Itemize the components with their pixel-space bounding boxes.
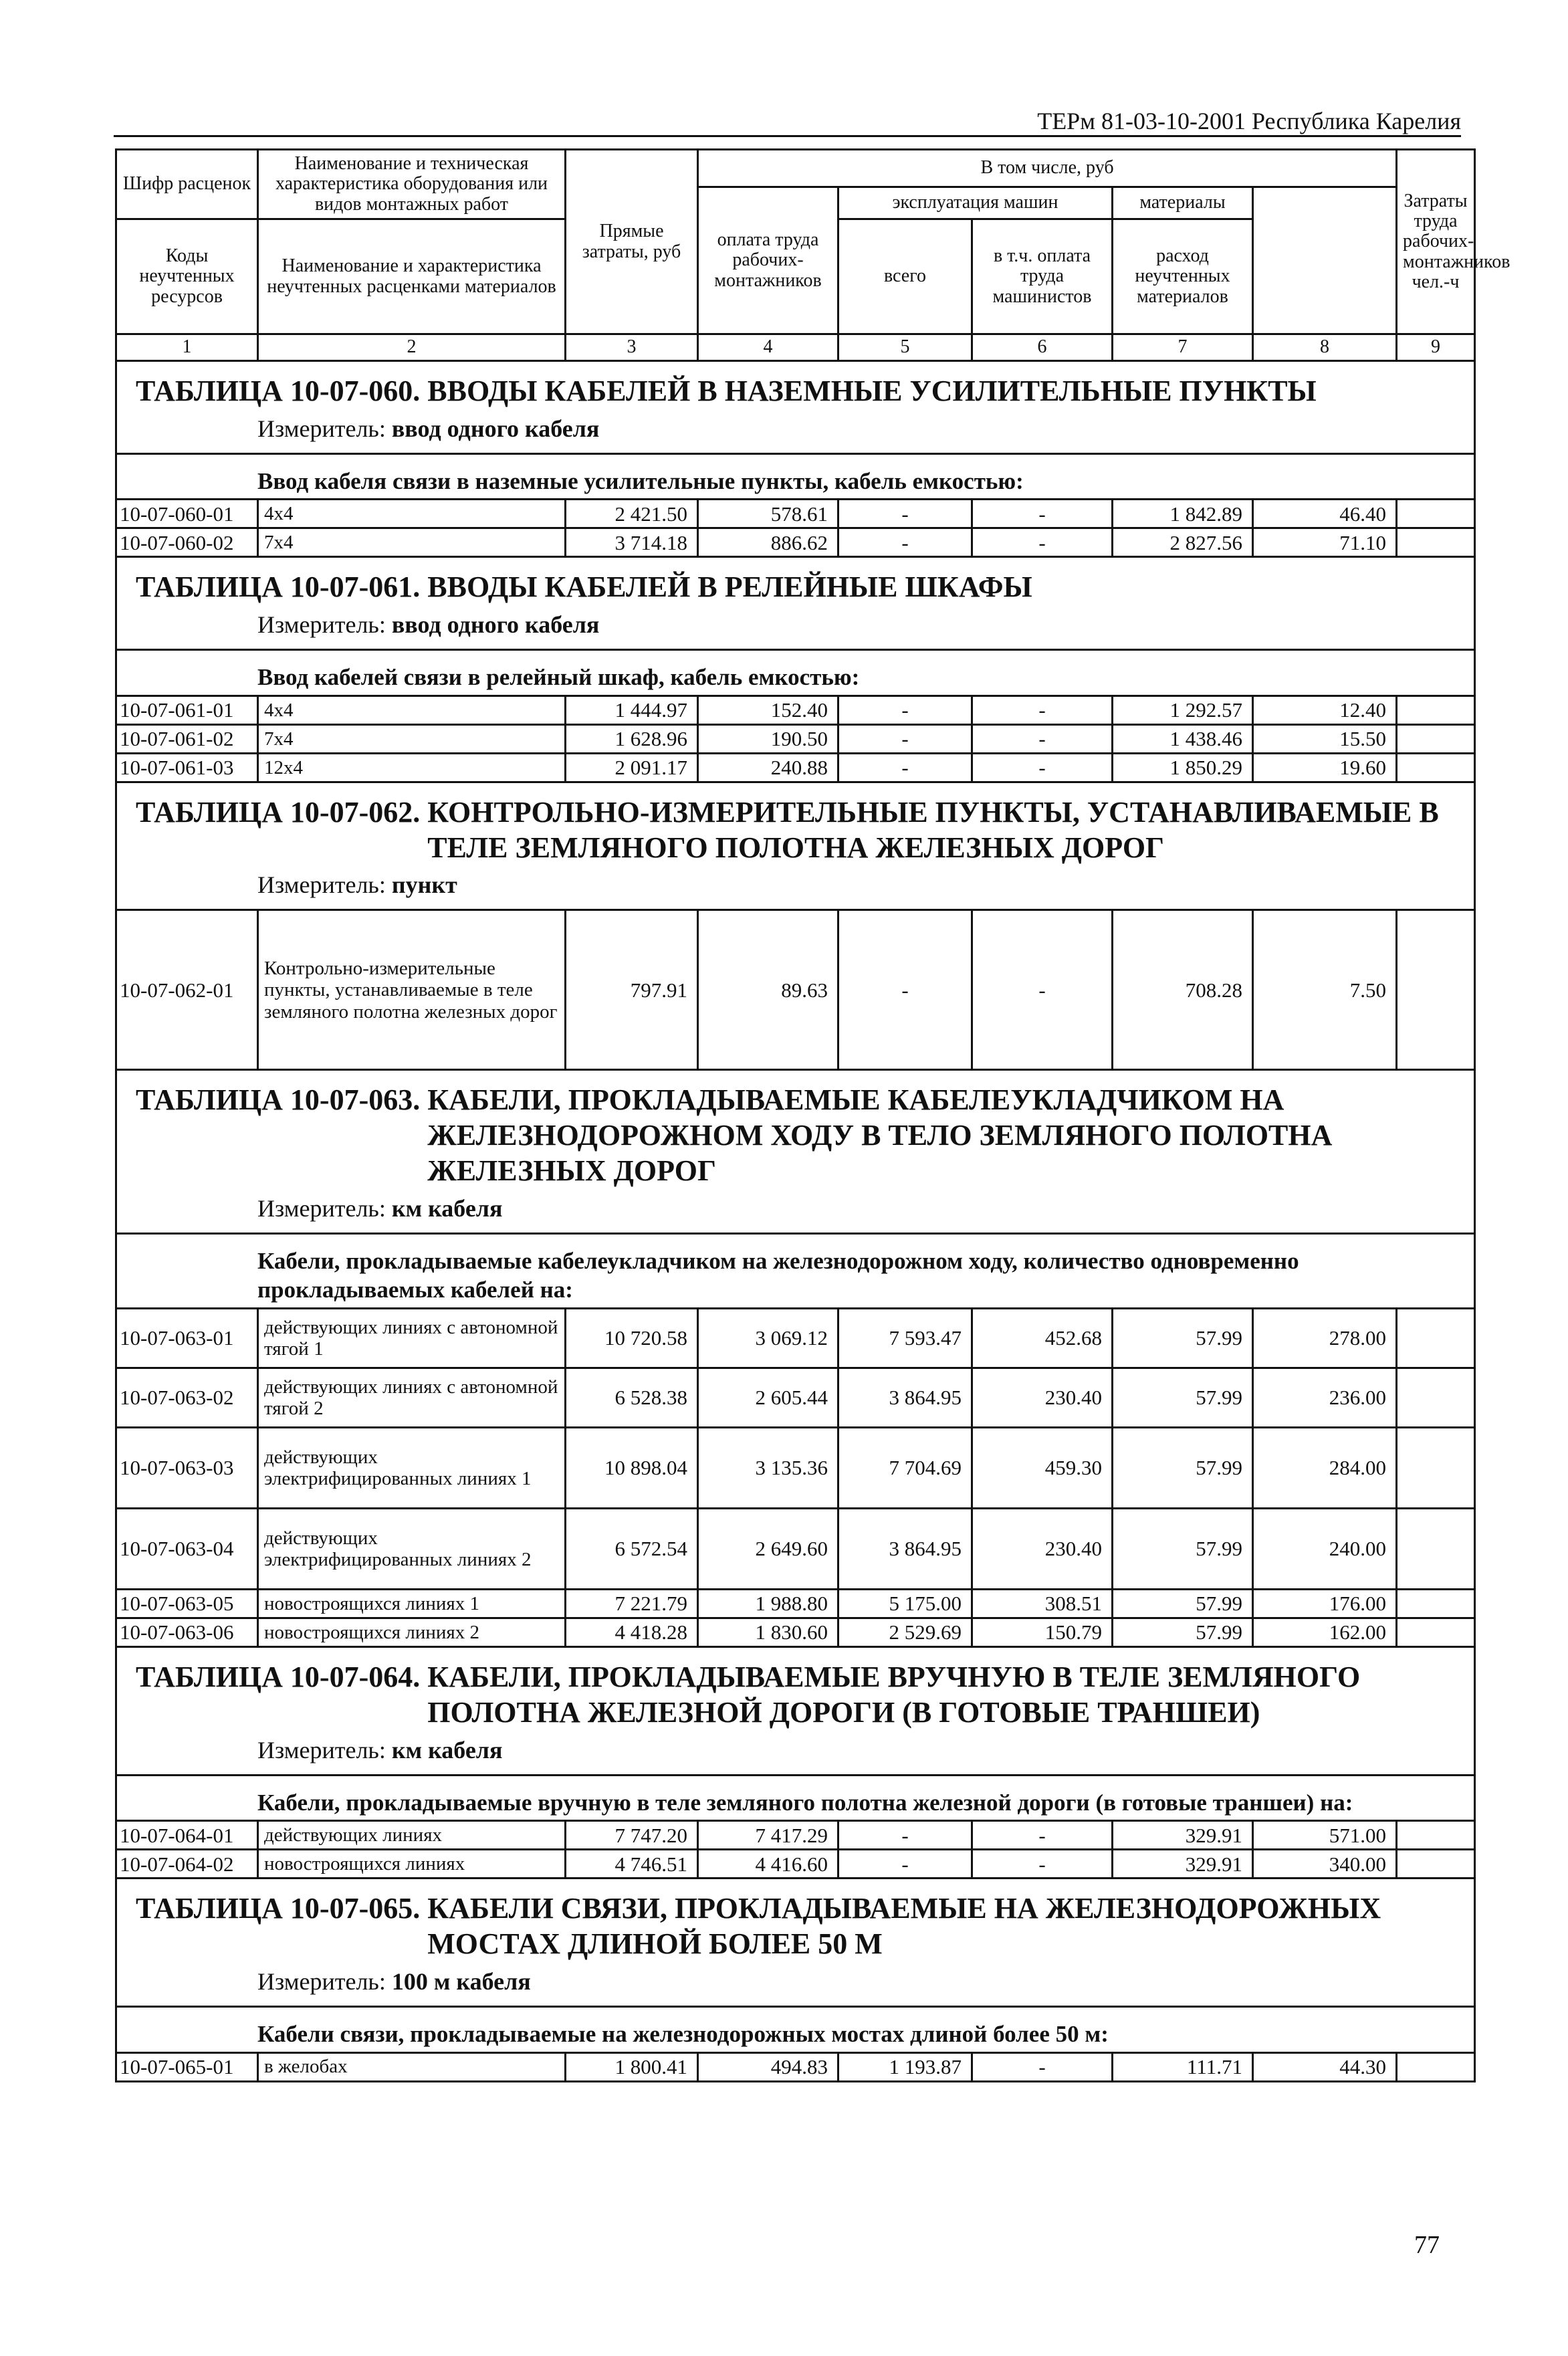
cell-labor: 12.40 — [1253, 695, 1397, 724]
table-title-row — [116, 1070, 1475, 1193]
cell-mach: 1 193.87 — [838, 2052, 972, 2081]
cell-mach-labor: - — [972, 753, 1113, 782]
cell-mach: - — [838, 528, 972, 557]
cell-mat: 111.71 — [1113, 2052, 1253, 2081]
unit-prefix: Измеритель: — [257, 415, 386, 442]
cell-labor: 15.50 — [1253, 724, 1397, 753]
table-heading: КОНТРОЛЬНО-ИЗМЕРИТЕЛЬНЫЕ ПУНКТЫ, УСТАНАВЛИВАЕМЫЕ В ТЕЛЕ ЗЕМЛЯНОГО ПОЛОТНА ЖЕЛЕЗНЫХ ДОРОГ — [427, 795, 1439, 864]
cell-name: 7х4 — [258, 724, 566, 753]
cell-direct: 10 720.58 — [566, 1309, 698, 1368]
cell-mach-labor: - — [972, 724, 1113, 753]
cell-code: 10-07-063-05 — [116, 1590, 258, 1618]
cell-direct: 3 714.18 — [566, 528, 698, 557]
cell-labor-pay: 886.62 — [698, 528, 838, 557]
column-number-row — [116, 334, 1475, 361]
cell-mat: 1 842.89 — [1113, 500, 1253, 528]
unit-row — [116, 609, 1475, 649]
header-row — [116, 150, 1475, 187]
cell-mach-labor: 230.40 — [972, 1368, 1113, 1428]
table-number: ТАБЛИЦА 10-07-061. — [136, 570, 421, 604]
cell-mach: 7 593.47 — [838, 1309, 972, 1368]
cell-labor: 236.00 — [1253, 1368, 1397, 1428]
cell-labor-pay: 2 605.44 — [698, 1368, 838, 1428]
cell-mach-labor: - — [972, 695, 1113, 724]
cell-code: 10-07-064-02 — [116, 1850, 258, 1879]
col-name-top: Наименование и техническая характеристика оборудования или видов монтажных работ — [258, 150, 566, 219]
cell-mat: 57.99 — [1113, 1590, 1253, 1618]
col-number: 2 — [258, 334, 566, 361]
cell-mach-labor: 452.68 — [972, 1309, 1113, 1368]
cell-name: действующих линиях с автономной тягой 2 — [258, 1368, 566, 1428]
cell-mach-labor: 308.51 — [972, 1590, 1113, 1618]
cell-code: 10-07-063-03 — [116, 1428, 258, 1509]
unit-prefix: Измеритель: — [257, 1967, 386, 1995]
cell-direct: 4 746.51 — [566, 1850, 698, 1879]
cell-direct: 4 418.28 — [566, 1618, 698, 1647]
table-heading: ВВОДЫ КАБЕЛЕЙ В РЕЛЕЙНЫЕ ШКАФЫ — [427, 570, 1032, 604]
cell-name: действующих линиях с автономной тягой 1 — [258, 1309, 566, 1368]
cell-direct: 2 421.50 — [566, 500, 698, 528]
cell-mat: 1 438.46 — [1113, 724, 1253, 753]
cell-labor: 284.00 — [1253, 1428, 1397, 1509]
cell-direct: 797.91 — [566, 910, 698, 1070]
unit-prefix: Измеритель: — [257, 1194, 386, 1222]
table-number: ТАБЛИЦА 10-07-063. — [136, 1083, 421, 1117]
cell-mach-labor: 150.79 — [972, 1618, 1113, 1647]
cell-mach-labor: 459.30 — [972, 1428, 1113, 1509]
table-row — [116, 910, 1475, 1070]
rates-sheet — [115, 148, 1510, 2082]
cell-labor-pay: 1 988.80 — [698, 1590, 838, 1618]
table-number: ТАБЛИЦА 10-07-062. — [136, 795, 421, 829]
table-title — [116, 557, 1475, 609]
header-rule — [114, 135, 1461, 137]
table-heading: КАБЕЛИ, ПРОКЛАДЫВАЕМЫЕ КАБЕЛЕУКЛАДЧИКОМ НА ЖЕЛЕЗНОДОРОЖНОМ ХОДУ В ТЕЛО ЗЕМЛЯНОГО ПОЛОТНА ЖЕЛЕЗНЫХ ДОРОГ — [427, 1083, 1333, 1187]
table-row — [116, 1618, 1475, 1647]
cell-direct: 1 628.96 — [566, 724, 698, 753]
cell-name: действующих линиях — [258, 1821, 566, 1850]
unit-row — [116, 1966, 1475, 2006]
table-row — [116, 1309, 1475, 1368]
cell-direct: 7 221.79 — [566, 1590, 698, 1618]
cell-mat: 57.99 — [1113, 1428, 1253, 1509]
col-direct: Прямые затраты, руб — [566, 150, 698, 334]
unit-prefix: Измеритель: — [257, 1736, 386, 1763]
cell-mach-labor: - — [972, 910, 1113, 1070]
col-number: 5 — [838, 334, 972, 361]
table-title — [116, 361, 1475, 413]
cell-code: 10-07-061-01 — [116, 695, 258, 724]
table-row — [116, 1368, 1475, 1428]
cell-mass — [1397, 1309, 1475, 1368]
cell-direct: 2 091.17 — [566, 753, 698, 782]
col-labor-pay: оплата труда рабочих-монтажников — [698, 187, 838, 334]
cell-code: 10-07-063-01 — [116, 1309, 258, 1368]
table-number: ТАБЛИЦА 10-07-064. — [136, 1661, 421, 1694]
cell-name: новостроящихся линиях — [258, 1850, 566, 1879]
unit-line — [116, 1193, 1475, 1233]
unit-prefix: Измеритель: — [257, 611, 386, 639]
col-code-bottom: Коды неучтенных ресурсов — [116, 219, 258, 334]
cell-labor: 162.00 — [1253, 1618, 1397, 1647]
unit-row — [116, 1193, 1475, 1233]
unit-value: км кабеля — [391, 1194, 503, 1222]
cell-labor-pay: 190.50 — [698, 724, 838, 753]
table-row — [116, 753, 1475, 782]
cell-mach-labor: - — [972, 2052, 1113, 2081]
cell-labor: 19.60 — [1253, 753, 1397, 782]
cell-mat: 57.99 — [1113, 1368, 1253, 1428]
cell-mach: 3 864.95 — [838, 1509, 972, 1590]
col-machines-total: всего — [838, 219, 972, 334]
table-row — [116, 2052, 1475, 2081]
description-row — [116, 453, 1475, 500]
table-title-row — [116, 1879, 1475, 1966]
cell-mach-labor: 230.40 — [972, 1509, 1113, 1590]
cell-direct: 7 747.20 — [566, 1821, 698, 1850]
running-head: ТЕРм 81-03-10-2001 Республика Карелия — [1037, 108, 1461, 134]
group-description: Кабели, прокладываемые кабелеукладчиком на железнодорожном ходу, количество одновременно прокладываемых кабелей на: — [116, 1233, 1475, 1309]
cell-code: 10-07-060-02 — [116, 528, 258, 557]
col-number: 4 — [698, 334, 838, 361]
cell-labor: 176.00 — [1253, 1590, 1397, 1618]
unit-line — [116, 1966, 1475, 2006]
rates-table — [115, 148, 1510, 2082]
cell-name: 12х4 — [258, 753, 566, 782]
cell-mass — [1397, 2052, 1475, 2081]
table-title-row — [116, 1647, 1475, 1735]
col-machines: эксплуатация машин — [838, 187, 1113, 219]
group-description: Кабели, прокладываемые вручную в теле земляного полотна железной дороги (в готовые траншеи) на: — [116, 1775, 1475, 1821]
table-number: ТАБЛИЦА 10-07-065. — [136, 1892, 421, 1925]
col-number: 6 — [972, 334, 1113, 361]
col-number: 1 — [116, 334, 258, 361]
table-row — [116, 528, 1475, 557]
unit-value: пункт — [391, 871, 457, 899]
col-number: 7 — [1113, 334, 1253, 361]
page-number: 77 — [1414, 2231, 1440, 2259]
cell-code: 10-07-063-04 — [116, 1509, 258, 1590]
cell-mat: 329.91 — [1113, 1821, 1253, 1850]
table-title — [116, 1070, 1475, 1193]
unit-row — [116, 1735, 1475, 1775]
cell-mach: - — [838, 910, 972, 1070]
cell-code: 10-07-063-02 — [116, 1368, 258, 1428]
table-row — [116, 724, 1475, 753]
cell-code: 10-07-064-01 — [116, 1821, 258, 1850]
cell-name: 4х4 — [258, 500, 566, 528]
col-machines-labor: в т.ч. оплата труда машинистов — [972, 219, 1113, 334]
cell-name: действующих электрифицированных линиях 1 — [258, 1428, 566, 1509]
unit-line — [116, 1735, 1475, 1775]
cell-code: 10-07-060-01 — [116, 500, 258, 528]
table-title — [116, 1879, 1475, 1966]
cell-labor-pay: 578.61 — [698, 500, 838, 528]
cell-labor: 571.00 — [1253, 1821, 1397, 1850]
table-heading: ВВОДЫ КАБЕЛЕЙ В НАЗЕМНЫЕ УСИЛИТЕЛЬНЫЕ ПУНКТЫ — [427, 374, 1317, 407]
cell-name: действующих электрифицированных линиях 2 — [258, 1509, 566, 1590]
cell-mach-labor: - — [972, 528, 1113, 557]
cell-labor-pay: 494.83 — [698, 2052, 838, 2081]
description-row — [116, 1775, 1475, 1821]
unit-value: 100 м кабеля — [391, 1967, 531, 1995]
cell-name: Контрольно-измерительные пункты, устанавливаемые в теле земляного полотна железных дорог — [258, 910, 566, 1070]
group-description: Ввод кабелей связи в релейный шкаф, кабель емкостью: — [116, 650, 1475, 696]
unit-value: ввод одного кабеля — [391, 611, 600, 639]
col-name-bottom: Наименование и характеристика неучтенных расценками материалов — [258, 219, 566, 334]
cell-mat: 329.91 — [1113, 1850, 1253, 1879]
cell-labor: 71.10 — [1253, 528, 1397, 557]
col-number: 3 — [566, 334, 698, 361]
table-title — [116, 782, 1475, 869]
cell-mass — [1397, 910, 1475, 1070]
cell-labor-pay: 4 416.60 — [698, 1850, 838, 1879]
cell-mass — [1397, 1509, 1475, 1590]
cell-direct: 1 800.41 — [566, 2052, 698, 2081]
cell-mass — [1397, 753, 1475, 782]
cell-mach: - — [838, 753, 972, 782]
cell-code: 10-07-061-02 — [116, 724, 258, 753]
cell-mat: 57.99 — [1113, 1618, 1253, 1647]
unit-line — [116, 609, 1475, 649]
cell-mat: 708.28 — [1113, 910, 1253, 1070]
cell-mat: 1 850.29 — [1113, 753, 1253, 782]
description-row — [116, 650, 1475, 696]
cell-mass — [1397, 500, 1475, 528]
table-heading: КАБЕЛИ, ПРОКЛАДЫВАЕМЫЕ ВРУЧНУЮ В ТЕЛЕ ЗЕМЛЯНОГО ПОЛОТНА ЖЕЛЕЗНОЙ ДОРОГИ (В ГОТОВЫЕ ТРАНШЕИ) — [427, 1661, 1361, 1729]
col-materials: материалы — [1113, 187, 1253, 219]
description-row — [116, 2006, 1475, 2052]
cell-mat: 2 827.56 — [1113, 528, 1253, 557]
cell-labor-pay: 7 417.29 — [698, 1821, 838, 1850]
table-row — [116, 500, 1475, 528]
cell-mach: - — [838, 724, 972, 753]
table-title-row — [116, 557, 1475, 609]
cell-mass — [1397, 695, 1475, 724]
unit-line — [116, 413, 1475, 453]
table-row — [116, 1428, 1475, 1509]
group-description: Ввод кабеля связи в наземные усилительные пункты, кабель емкостью: — [116, 453, 1475, 500]
cell-mass — [1397, 1850, 1475, 1879]
cell-mach: - — [838, 500, 972, 528]
cell-mass — [1397, 528, 1475, 557]
cell-mat: 57.99 — [1113, 1309, 1253, 1368]
cell-mass — [1397, 724, 1475, 753]
unit-value: ввод одного кабеля — [391, 415, 600, 442]
cell-mach: 5 175.00 — [838, 1590, 972, 1618]
cell-mach-labor: - — [972, 500, 1113, 528]
cell-mach: 7 704.69 — [838, 1428, 972, 1509]
cell-labor-pay: 3 135.36 — [698, 1428, 838, 1509]
table-row — [116, 1821, 1475, 1850]
col-incl: В том числе, руб — [698, 150, 1397, 187]
cell-mass — [1397, 1618, 1475, 1647]
col-materials-sub: расход неучтенных материалов — [1113, 219, 1253, 334]
cell-labor: 46.40 — [1253, 500, 1397, 528]
cell-mat: 57.99 — [1113, 1509, 1253, 1590]
table-body — [116, 150, 1510, 2082]
cell-mach: 3 864.95 — [838, 1368, 972, 1428]
cell-mat: 1 292.57 — [1113, 695, 1253, 724]
cell-labor-pay: 1 830.60 — [698, 1618, 838, 1647]
unit-line — [116, 869, 1475, 909]
cell-code: 10-07-063-06 — [116, 1618, 258, 1647]
cell-labor-pay: 89.63 — [698, 910, 838, 1070]
unit-row — [116, 869, 1475, 909]
table-title — [116, 1647, 1475, 1735]
cell-labor-pay: 152.40 — [698, 695, 838, 724]
description-row — [116, 1233, 1475, 1309]
cell-mach-labor: - — [972, 1821, 1113, 1850]
cell-labor: 340.00 — [1253, 1850, 1397, 1879]
cell-mach-labor: - — [972, 1850, 1113, 1879]
table-row — [116, 1509, 1475, 1590]
cell-mach: - — [838, 695, 972, 724]
cell-code: 10-07-062-01 — [116, 910, 258, 1070]
cell-code: 10-07-065-01 — [116, 2052, 258, 2081]
cell-code: 10-07-061-03 — [116, 753, 258, 782]
col-code-top: Шифр расценок — [116, 150, 258, 219]
table-title-row — [116, 361, 1475, 413]
cell-direct: 6 528.38 — [566, 1368, 698, 1428]
cell-labor: 44.30 — [1253, 2052, 1397, 2081]
cell-name: 4х4 — [258, 695, 566, 724]
cell-name: в желобах — [258, 2052, 566, 2081]
table-title-row — [116, 782, 1475, 869]
cell-direct: 6 572.54 — [566, 1509, 698, 1590]
cell-name: новостроящихся линиях 1 — [258, 1590, 566, 1618]
unit-row — [116, 413, 1475, 453]
cell-name: 7х4 — [258, 528, 566, 557]
unit-value: км кабеля — [391, 1736, 503, 1763]
cell-mass — [1397, 1368, 1475, 1428]
cell-direct: 1 444.97 — [566, 695, 698, 724]
cell-mach: - — [838, 1850, 972, 1879]
cell-mach: - — [838, 1821, 972, 1850]
cell-labor: 278.00 — [1253, 1309, 1397, 1368]
cell-labor: 7.50 — [1253, 910, 1397, 1070]
table-row — [116, 1590, 1475, 1618]
table-number: ТАБЛИЦА 10-07-060. — [136, 374, 421, 407]
cell-mass — [1397, 1428, 1475, 1509]
cell-labor-pay: 2 649.60 — [698, 1509, 838, 1590]
cell-labor: 240.00 — [1253, 1509, 1397, 1590]
table-heading: КАБЕЛИ СВЯЗИ, ПРОКЛАДЫВАЕМЫЕ НА ЖЕЛЕЗНОДОРОЖНЫХ МОСТАХ ДЛИНОЙ БОЛЕЕ 50 М — [427, 1892, 1381, 1961]
group-description: Кабели связи, прокладываемые на железнодорожных мостах длиной более 50 м: — [116, 2006, 1475, 2052]
col-number: 9 — [1397, 334, 1475, 361]
table-row — [116, 695, 1475, 724]
cell-labor-pay: 240.88 — [698, 753, 838, 782]
cell-direct: 10 898.04 — [566, 1428, 698, 1509]
unit-prefix: Измеритель: — [257, 871, 386, 899]
col-labor-cost: Затраты труда рабочих-монтажников чел.-ч — [1397, 150, 1475, 334]
cell-labor-pay: 3 069.12 — [698, 1309, 838, 1368]
cell-mach: 2 529.69 — [838, 1618, 972, 1647]
cell-mass — [1397, 1590, 1475, 1618]
col-number: 8 — [1253, 334, 1397, 361]
cell-mass — [1397, 1821, 1475, 1850]
table-row — [116, 1850, 1475, 1879]
cell-name: новостроящихся линиях 2 — [258, 1618, 566, 1647]
